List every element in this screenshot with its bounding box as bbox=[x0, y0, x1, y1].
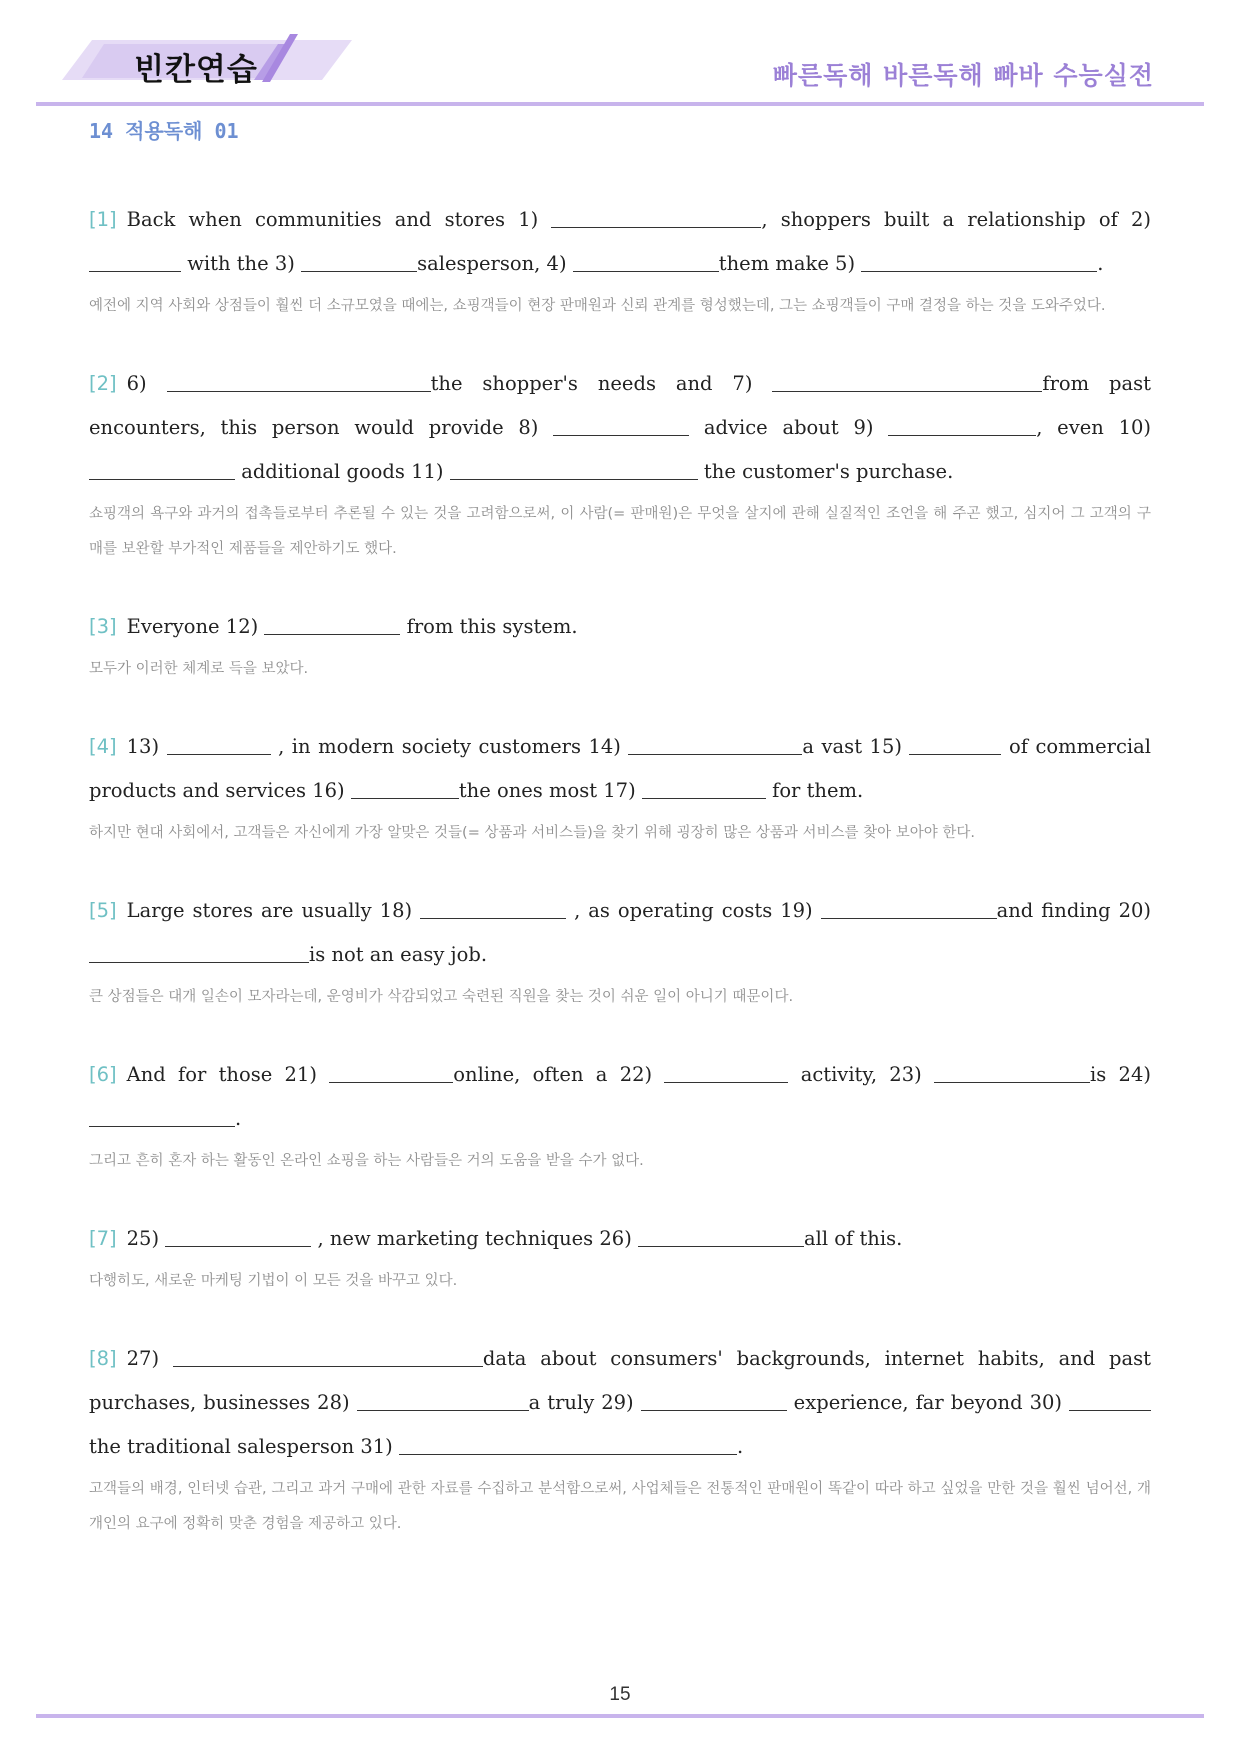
sentence-text: activity, 23) bbox=[788, 1063, 935, 1086]
fill-in-blank[interactable] bbox=[628, 734, 802, 755]
sentence-text: advice about 9) bbox=[689, 416, 889, 439]
fill-in-blank[interactable] bbox=[351, 778, 459, 799]
sentence-text: 25) bbox=[126, 1227, 166, 1250]
sentence-text: , new marketing techniques 26) bbox=[311, 1227, 638, 1250]
sentence-text: is not an easy job. bbox=[309, 943, 488, 966]
sentence-text: data about consumers' backgrounds, internet habits, and past purchases, businesses 28) bbox=[89, 1347, 1151, 1414]
paragraph-number: [5] bbox=[89, 899, 117, 922]
paragraph-number: [1] bbox=[89, 208, 117, 231]
fill-in-blank[interactable] bbox=[329, 1062, 453, 1083]
header-title: 빠른독해 바른독해 빠바 수능실전 bbox=[772, 61, 1154, 90]
sentence-text: from this system. bbox=[400, 615, 578, 638]
paragraph-number: [6] bbox=[89, 1063, 117, 1086]
sentence-text: And for those 21) bbox=[126, 1063, 330, 1086]
fill-in-blank[interactable] bbox=[89, 942, 309, 963]
sentence-text: . bbox=[235, 1107, 242, 1130]
paragraph-number: [4] bbox=[89, 735, 117, 758]
paragraph-2 bbox=[89, 362, 1151, 567]
fill-in-blank[interactable] bbox=[165, 1226, 311, 1247]
sentence-text: , shoppers built a relationship of 2) bbox=[761, 208, 1151, 231]
english-sentence bbox=[89, 725, 1151, 813]
fill-in-blank[interactable] bbox=[641, 1390, 787, 1411]
korean-translation: 예전에 지역 사회와 상점들이 훨씬 더 소규모였을 때에는, 쇼핑객들이 현장 판매원과 신뢰 관계를 형성했는데, 그는 쇼핑객들이 구매 결정을 하는 것을 도와주었다. bbox=[89, 298, 1106, 314]
sentence-text: for them. bbox=[765, 779, 864, 802]
section-label: 14 적용독해 01 bbox=[89, 119, 239, 143]
sentence-text: salesperson, 4) bbox=[417, 252, 573, 275]
paragraph-4 bbox=[89, 725, 1151, 851]
english-sentence bbox=[89, 198, 1151, 286]
header-divider bbox=[36, 102, 1204, 106]
fill-in-blank[interactable] bbox=[89, 251, 181, 272]
fill-in-blank[interactable] bbox=[1069, 1390, 1151, 1411]
fill-in-blank[interactable] bbox=[934, 1062, 1090, 1083]
paragraph-7 bbox=[89, 1217, 1151, 1299]
fill-in-blank[interactable] bbox=[553, 415, 689, 436]
fill-in-blank[interactable] bbox=[399, 1434, 737, 1455]
sentence-text: Large stores are usually 18) bbox=[126, 899, 421, 922]
paragraph-number: [3] bbox=[89, 615, 117, 638]
fill-in-blank[interactable] bbox=[167, 734, 271, 755]
sentence-text: is 24) bbox=[1090, 1063, 1151, 1086]
fill-in-blank[interactable] bbox=[551, 207, 761, 228]
korean-translation: 하지만 현대 사회에서, 고객들은 자신에게 가장 알맞은 것들(= 상품과 서비스들)을 찾기 위해 굉장히 많은 상품과 서비스를 찾아 보아야 한다. bbox=[89, 825, 976, 841]
paragraph-number: [7] bbox=[89, 1227, 117, 1250]
fill-in-blank[interactable] bbox=[638, 1226, 804, 1247]
sentence-text: of commercial products and services 16) bbox=[89, 735, 1151, 802]
paragraph-5 bbox=[89, 889, 1151, 1015]
korean-translation: 모두가 이러한 체계로 득을 보았다. bbox=[89, 661, 309, 677]
sentence-text: them make 5) bbox=[718, 252, 862, 275]
sentence-text: the traditional salesperson 31) bbox=[89, 1435, 399, 1458]
fill-in-blank[interactable] bbox=[357, 1390, 529, 1411]
fill-in-blank[interactable] bbox=[642, 778, 766, 799]
paragraph-3 bbox=[89, 605, 1151, 687]
fill-in-blank[interactable] bbox=[89, 1106, 235, 1127]
english-sentence bbox=[89, 1053, 1151, 1141]
fill-in-blank[interactable] bbox=[861, 251, 1097, 272]
sentence-text: additional goods 11) bbox=[235, 460, 450, 483]
fill-in-blank[interactable] bbox=[173, 1346, 483, 1367]
fill-in-blank[interactable] bbox=[420, 898, 566, 919]
korean-translation: 큰 상점들은 대개 일손이 모자라는데, 운영비가 삭감되었고 숙련된 직원을 찾는 것이 쉬운 일이 아니기 때문이다. bbox=[89, 989, 794, 1005]
paragraph-number: [8] bbox=[89, 1347, 117, 1370]
sentence-text: Back when communities and stores 1) bbox=[126, 208, 552, 231]
sentence-text: a truly 29) bbox=[528, 1391, 641, 1414]
korean-translation: 그리고 흔히 혼자 하는 활동인 온라인 쇼핑을 하는 사람들은 거의 도움을 받을 수가 없다. bbox=[89, 1153, 644, 1169]
english-sentence bbox=[89, 889, 1151, 977]
sentence-text: 13) bbox=[126, 735, 167, 758]
sentence-text: 6) bbox=[126, 372, 167, 395]
sentence-text: , as operating costs 19) bbox=[566, 899, 821, 922]
sentence-text: from past encounters, this person would provide 8) bbox=[89, 372, 1152, 439]
sentence-text: . bbox=[736, 1435, 744, 1458]
english-sentence bbox=[89, 1217, 1151, 1261]
paragraph-1 bbox=[89, 198, 1151, 324]
sentence-text: a vast 15) bbox=[802, 735, 910, 758]
fill-in-blank[interactable] bbox=[772, 371, 1042, 392]
korean-translation: 쇼핑객의 욕구와 과거의 접촉들로부터 추론될 수 있는 것을 고려함으로써, 이 사람(= 판매원)은 무엇을 살지에 관해 실질적인 조언을 해 주곤 했고, 심지어 그 고객의 구매를 보완할 부가적인 제품들을 제안하기도 했다. bbox=[89, 506, 1151, 557]
exercise-content bbox=[89, 198, 1151, 1542]
sentence-text: . bbox=[1097, 252, 1104, 275]
english-sentence bbox=[89, 605, 1151, 649]
sentence-text: with the 3) bbox=[181, 252, 302, 275]
logo-text: 빈칸연습 bbox=[134, 52, 258, 88]
fill-in-blank[interactable] bbox=[821, 898, 997, 919]
fill-in-blank[interactable] bbox=[909, 734, 1001, 755]
fill-in-blank[interactable] bbox=[664, 1062, 788, 1083]
paragraph-8 bbox=[89, 1337, 1151, 1542]
paragraph-6 bbox=[89, 1053, 1151, 1179]
fill-in-blank[interactable] bbox=[888, 415, 1036, 436]
fill-in-blank[interactable] bbox=[89, 459, 235, 480]
sentence-text: the customer's purchase. bbox=[697, 460, 954, 483]
sentence-text: Everyone 12) bbox=[126, 615, 265, 638]
fill-in-blank[interactable] bbox=[301, 251, 417, 272]
page-header bbox=[0, 0, 1240, 110]
page-number: 15 bbox=[609, 1684, 631, 1705]
english-sentence bbox=[89, 362, 1151, 494]
sentence-text: and finding 20) bbox=[996, 899, 1152, 922]
fill-in-blank[interactable] bbox=[450, 459, 698, 480]
sentence-text: the ones most 17) bbox=[458, 779, 642, 802]
footer-divider bbox=[36, 1714, 1204, 1718]
fill-in-blank[interactable] bbox=[573, 251, 719, 272]
paragraph-number: [2] bbox=[89, 372, 117, 395]
sentence-text: online, often a 22) bbox=[453, 1063, 665, 1086]
english-sentence bbox=[89, 1337, 1151, 1469]
sentence-text: , in modern society customers 14) bbox=[270, 735, 629, 758]
fill-in-blank[interactable] bbox=[264, 614, 400, 635]
sentence-text: experience, far beyond 30) bbox=[786, 1391, 1069, 1414]
fill-in-blank[interactable] bbox=[167, 371, 431, 392]
sentence-text: 27) bbox=[126, 1347, 173, 1370]
sentence-text: the shopper's needs and 7) bbox=[430, 372, 773, 395]
korean-translation: 다행히도, 새로운 마케팅 기법이 이 모든 것을 바꾸고 있다. bbox=[89, 1273, 458, 1289]
sentence-text: , even 10) bbox=[1036, 416, 1151, 439]
korean-translation: 고객들의 배경, 인터넷 습관, 그리고 과거 구매에 관한 자료를 수집하고 분석함으로써, 사업체들은 전통적인 판매원이 똑같이 따라 하고 싶었을 만한 것을 훨씬 넘어선, 개개인의 요구에 정확히 맞춘 경험을 제공하고 있다. bbox=[89, 1481, 1151, 1532]
sentence-text: all of this. bbox=[804, 1227, 903, 1250]
